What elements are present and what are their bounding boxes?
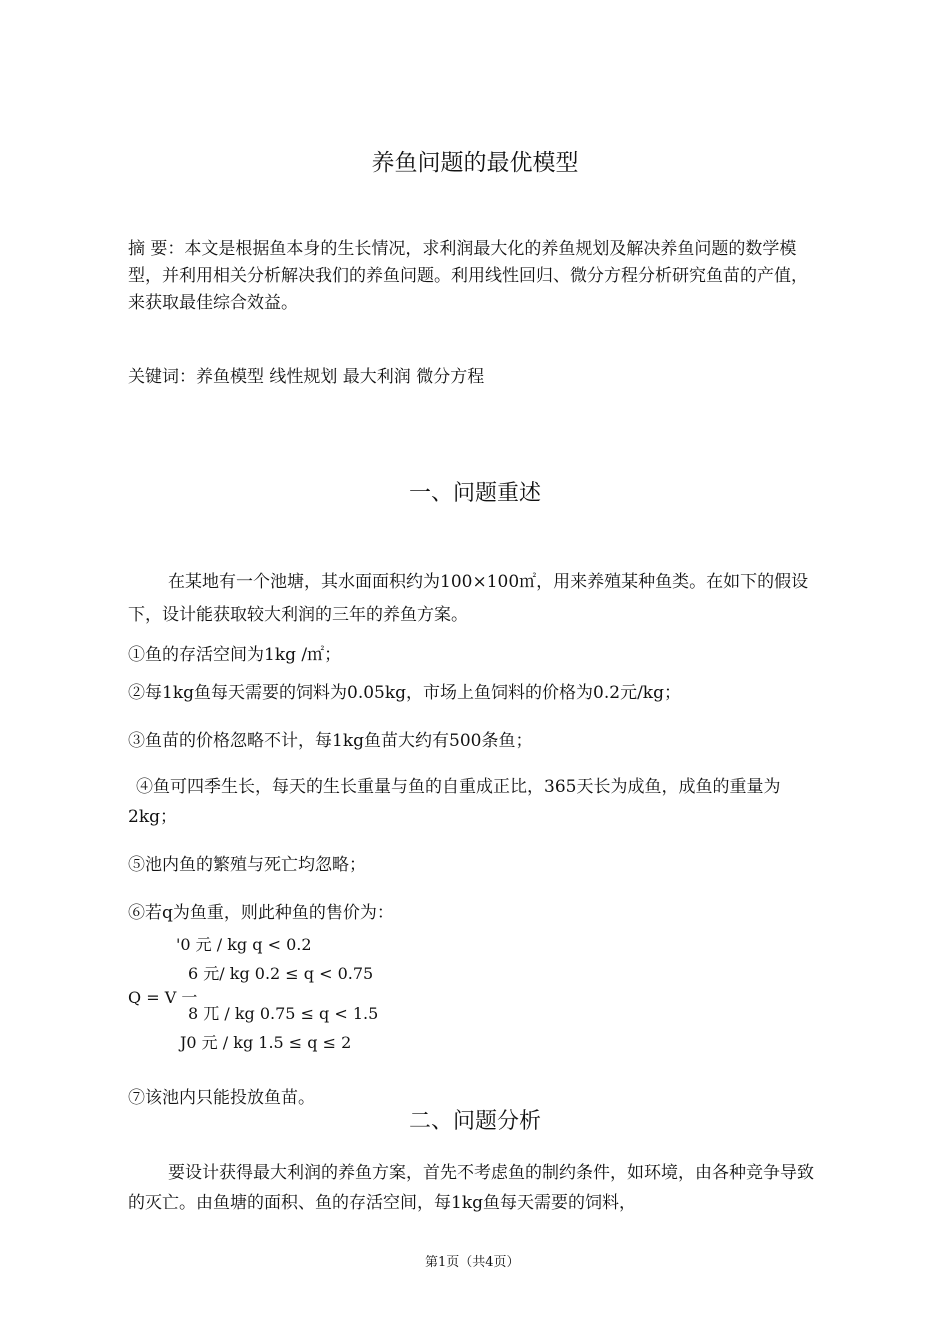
assumption-2: ②每1kg鱼每天需要的饲料为0.05kg，市场上鱼饲料的价格为0.2元/kg； bbox=[128, 683, 681, 703]
assumption-1: ①鱼的存活空间为1kg /㎡； bbox=[128, 645, 342, 665]
price-formula-row-1: '0 元 / kg q < 0.2 bbox=[176, 935, 312, 954]
price-formula-row-4: J0 元 / kg 1.5 ≤ q ≤ 2 bbox=[180, 1033, 352, 1052]
abstract: 摘 要：本文是根据鱼本身的生长情况，求利润最大化的养鱼规划及解决养鱼问题的数学模型，并利用相关分析解决我们的养鱼问题。利用线性回归、微分方程分析研究鱼苗的产值，来获取最佳综合效益。 bbox=[128, 239, 808, 313]
page-number: 第1页（共4页） bbox=[425, 1255, 520, 1270]
section-2-text: 要设计获得最大利润的养鱼方案，首先不考虑鱼的制约条件，如环境，由各种竞争导致的灭亡。由鱼塘的面积、鱼的存活空间，每1kg鱼每天需要的饲料， bbox=[128, 1163, 814, 1213]
paper-title: 养鱼问题的最优模型 bbox=[371, 150, 579, 176]
assumption-5: ⑤池内鱼的繁殖与死亡均忽略； bbox=[128, 855, 366, 875]
section-1-heading: 一、问题重述 bbox=[408, 481, 541, 506]
price-formula-lhs: Q = V 一 bbox=[128, 988, 198, 1007]
assumption-7: ⑦该池内只能投放鱼苗。 bbox=[128, 1088, 315, 1108]
price-formula-row-2: 6 元/ kg 0.2 ≤ q < 0.75 bbox=[188, 964, 374, 983]
page-footer bbox=[0, 1254, 950, 1271]
assumption-3: ③鱼苗的价格忽略不计，每1kg鱼苗大约有500条鱼； bbox=[128, 731, 533, 751]
price-formula-row-3: 8 兀 / kg 0.75 ≤ q < 1.5 bbox=[188, 1004, 379, 1023]
assumption-6: ⑥若q为鱼重，则此种鱼的售价为： bbox=[128, 903, 394, 923]
section-2-heading: 二、问题分析 bbox=[408, 1109, 541, 1134]
assumption-4: ④鱼可四季生长，每天的生长重量与鱼的自重成正比，365天长为成鱼，成鱼的重量为2kg； bbox=[128, 777, 781, 827]
keywords: 关键词：养鱼模型 线性规划 最大利润 微分方程 bbox=[128, 367, 485, 387]
section-1-intro: 在某地有一个池塘，其水面面积约为100×100㎡，用来养殖某种鱼类。在如下的假设下，设计能获取较大利润的三年的养鱼方案。 bbox=[128, 572, 809, 625]
